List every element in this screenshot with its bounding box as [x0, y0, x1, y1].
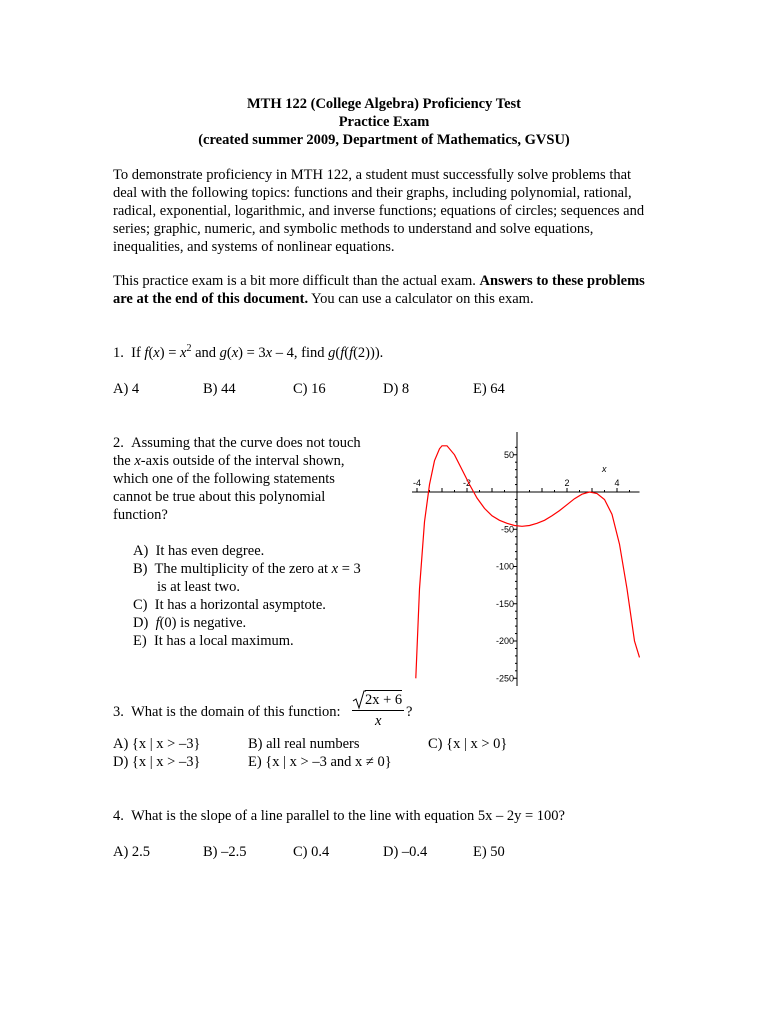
q3-numerator: 2x + 6 — [365, 692, 403, 708]
q1-var: x — [180, 345, 187, 361]
q1-exponent: 2 — [186, 343, 192, 355]
question-4 — [113, 807, 565, 825]
q1-option-a[interactable]: A) 4 — [113, 381, 140, 397]
q1-var: x — [153, 345, 160, 361]
question-1: 1. If $f(x) = x^2$ and g(x) = 3x – 4, find g(f(f(2))). — [113, 343, 384, 361]
q2-option-d[interactable] — [133, 614, 393, 632]
polynomial-graph — [385, 428, 645, 690]
q1-option-b[interactable]: B) 44 — [203, 381, 236, 397]
answers-note: Answers to these problems are at the end of this document. — [113, 273, 645, 307]
graph-curve — [416, 446, 640, 679]
q2-line: function? — [113, 507, 168, 523]
q4-option-c[interactable]: C) 0.4 — [293, 844, 330, 860]
question-number: 2. — [113, 435, 124, 451]
option-text: = 3 — [338, 561, 361, 577]
q4-option-b[interactable]: B) –2.5 — [203, 844, 247, 860]
option-var: x — [331, 561, 339, 577]
q2-line: the — [113, 453, 135, 469]
q1-var: f — [349, 345, 354, 361]
option-text: (0) is negative. — [159, 615, 247, 631]
practice-note-text: This practice exam is a bit more difficult than the actual exam. — [113, 273, 480, 289]
q2-var: x — [134, 453, 141, 469]
x-tick-label: 2 — [564, 478, 570, 488]
q2-option-e[interactable] — [133, 632, 393, 650]
q2-option-b-cont — [133, 578, 393, 596]
q1-option-c[interactable]: C) 16 — [293, 381, 326, 397]
q2-option-c[interactable] — [133, 596, 393, 614]
q2-option-b[interactable] — [133, 560, 393, 578]
x-axis-label: x — [602, 464, 607, 474]
q1-var: g — [219, 345, 227, 361]
q1-var: x — [265, 345, 273, 361]
option-label: B) — [133, 561, 148, 577]
practice-note — [113, 272, 658, 308]
option-text: is at least two. — [157, 579, 240, 595]
y-tick-label: -100 — [495, 561, 514, 572]
q3-question-mark: ? — [406, 704, 413, 720]
option-label: C) — [133, 597, 148, 613]
question-number: 4. — [113, 808, 124, 824]
q1-var: x — [231, 345, 239, 361]
graph-ticks — [413, 447, 630, 683]
q1-text: and — [191, 345, 220, 361]
option-text: The multiplicity of the zero at — [154, 561, 332, 577]
q4-option-a[interactable]: A) 2.5 — [113, 844, 151, 860]
option-text: It has a local maximum. — [153, 633, 294, 649]
y-tick-label: -200 — [495, 636, 514, 646]
polynomial-curve — [416, 446, 640, 679]
exam-subtitle: Practice Exam — [338, 114, 430, 130]
q2-option-a[interactable] — [133, 542, 393, 560]
q4-text: What is the slope of a line parallel to the line with equation 5x – 2y = 100? — [131, 808, 565, 824]
exam-title: MTH 122 (College Algebra) Proficiency Test — [247, 96, 521, 112]
q1-var: f — [340, 345, 345, 361]
q3-option-d[interactable]: D) {x | x > –3} — [113, 754, 201, 770]
q2-line: cannot be true about this polynomial — [113, 489, 326, 505]
q3-option-b[interactable]: B) all real numbers — [248, 736, 360, 752]
option-label: A) — [133, 543, 149, 559]
q1-text: If — [131, 345, 145, 361]
x-tick-label: 4 — [614, 478, 620, 488]
option-label: E) — [133, 633, 147, 649]
exam-credit: (created summer 2009, Department of Mathematics, GVSU) — [198, 132, 570, 148]
y-tick-label: -50 — [500, 524, 514, 535]
q1-text: – 4, find — [272, 345, 329, 361]
q3-denominator: x — [375, 713, 382, 729]
q1-text: ) = — [159, 345, 180, 361]
q2-options — [133, 542, 393, 650]
q1-option-d[interactable]: D) 8 — [383, 381, 410, 397]
q3-option-e[interactable]: E) {x | x > –3 and x ≠ 0} — [248, 754, 392, 770]
q3-text: What is the domain of this function: — [131, 704, 341, 720]
question-number: 1. — [113, 345, 124, 361]
q1-var: f — [144, 345, 149, 361]
option-text: It has a horizontal asymptote. — [154, 597, 326, 613]
y-tick-label: -250 — [495, 673, 514, 684]
q2-line: which one of the following statements — [113, 471, 335, 487]
question-3 — [113, 703, 341, 721]
question-2 — [113, 434, 378, 524]
q4-option-e[interactable]: E) 50 — [473, 844, 505, 860]
option-label: D) — [133, 615, 149, 631]
q3-option-a[interactable]: A) {x | x > –3} — [113, 736, 201, 752]
q2-line: Assuming that the curve does not touch — [131, 435, 361, 451]
option-text: It has even degree. — [155, 543, 265, 559]
q3-fraction — [352, 690, 406, 730]
q1-var: g — [328, 345, 336, 361]
q1-text: (2))). — [353, 345, 384, 361]
question-number: 3. — [113, 704, 124, 720]
q3-option-c[interactable]: C) {x | x > 0} — [428, 736, 508, 752]
fraction-bar — [352, 710, 404, 711]
x-tick-label: -4 — [412, 478, 422, 488]
y-tick-label: 50 — [503, 449, 514, 460]
calculator-note: You can use a calculator on this exam. — [308, 291, 534, 307]
intro-paragraph: To demonstrate proficiency in MTH 122, a student must successfully solve problems that deal with the following topics: functions and their graphs, including polynomial, rational, radical, exponential, logarithmic, and inverse functions; equations of circles; sequences and series; graphic, numeric, and symbolic methods to understand and solve equations, inequalities, and systems of nonlinear equations. — [113, 167, 645, 255]
y-tick-label: -150 — [495, 598, 514, 609]
radical-sign-icon — [352, 690, 366, 710]
q1-text: ) = 3 — [238, 345, 266, 361]
x-tick-label: -2 — [462, 478, 472, 488]
option-var: f — [155, 615, 160, 631]
q4-option-d[interactable]: D) –0.4 — [383, 844, 428, 860]
q2-line: -axis outside of the interval shown, — [140, 453, 345, 469]
q1-option-e[interactable]: E) 64 — [473, 381, 505, 397]
